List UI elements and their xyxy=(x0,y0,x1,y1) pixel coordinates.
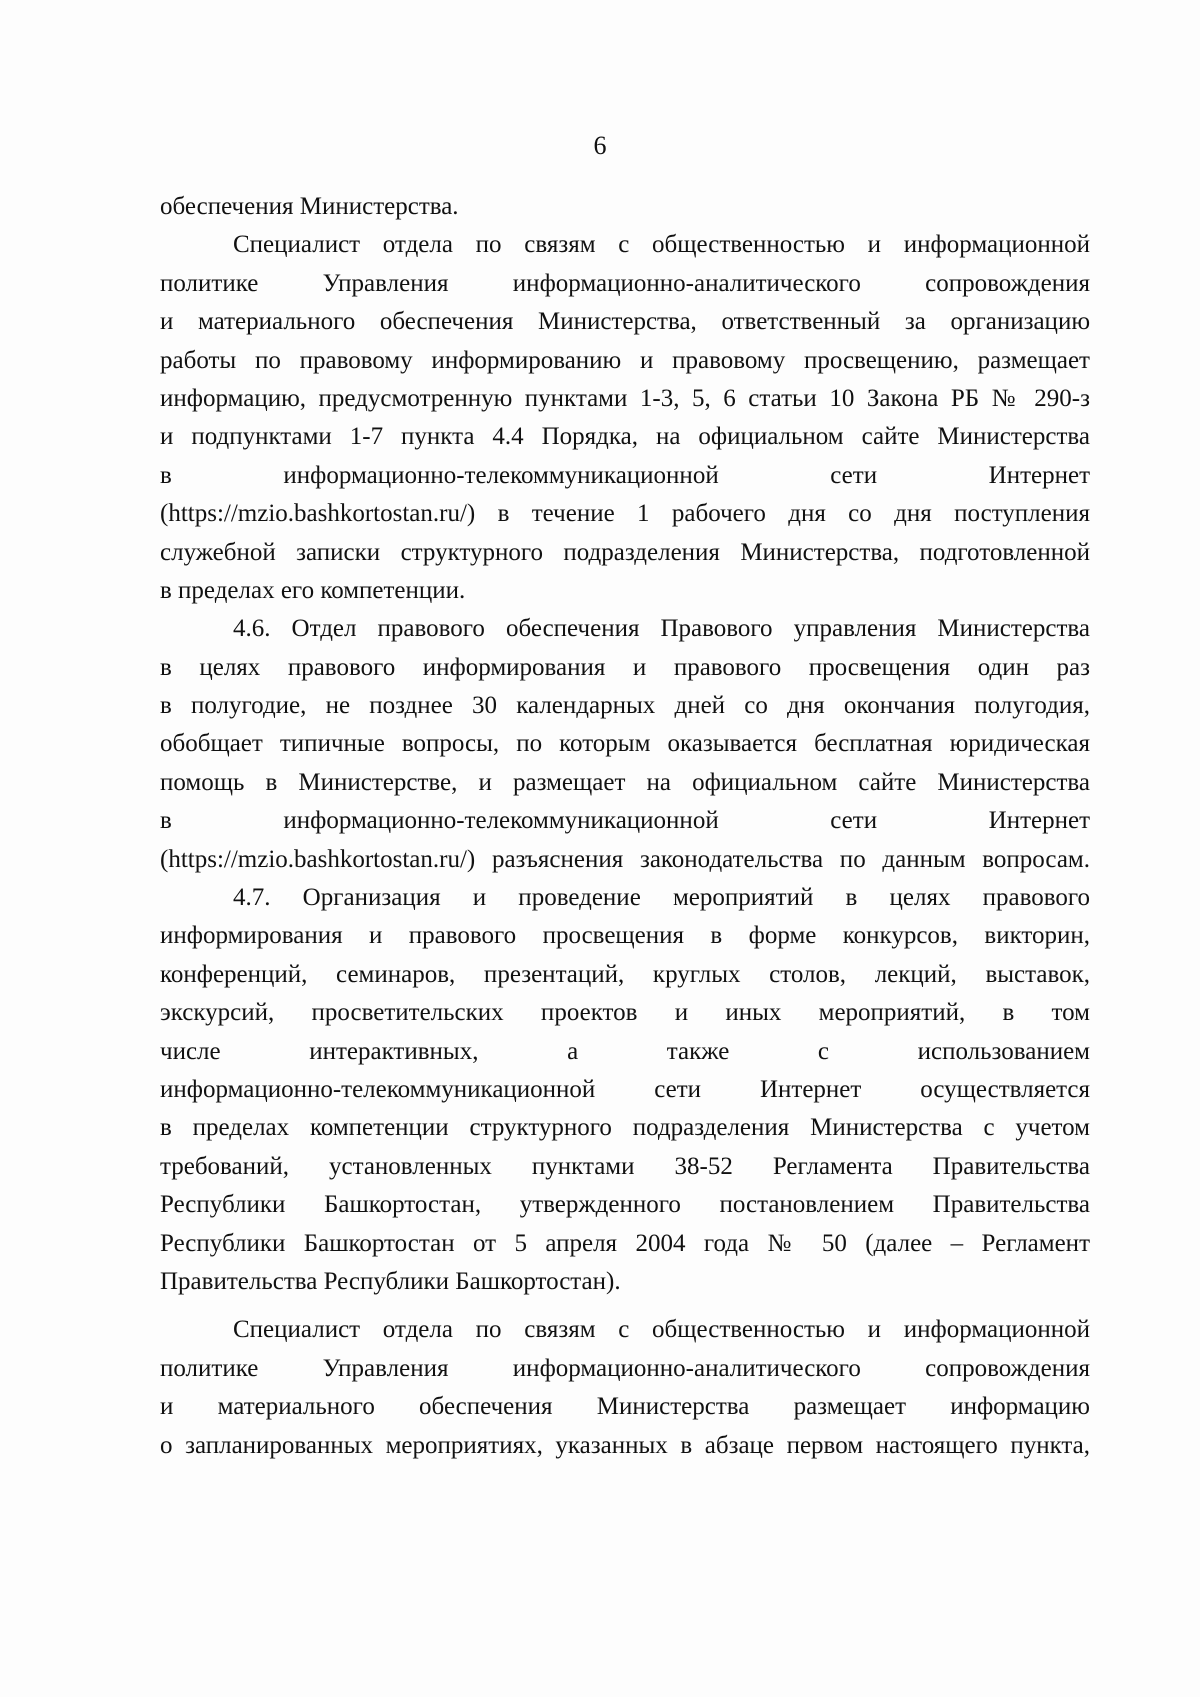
text-line: помощь в Министерстве, и размещает на официальном сайте Министерства xyxy=(160,768,1090,796)
text-line: о запланированных мероприятиях, указанных в абзаце первом настоящего пункта, xyxy=(160,1431,1090,1459)
text-line: экскурсий, просветительских проектов и иных мероприятий, в том xyxy=(160,999,1090,1027)
text-line: информационно-телекоммуникационной сети Интернет осуществляется xyxy=(160,1075,1090,1103)
text-line: работы по правовому информированию и правовому просвещению, размещает xyxy=(160,346,1090,374)
text-line: (https://mzio.bashkortostan.ru/) разъяснения законодательства по данным вопросам. xyxy=(160,845,1090,873)
text-line: обеспечения Министерства. xyxy=(160,193,459,220)
text-line: Специалист отдела по связям с общественностью и информационной xyxy=(233,231,1090,259)
text-line: и подпунктами 1-7 пункта 4.4 Порядка, на официальном сайте Министерства xyxy=(160,423,1090,451)
text-line: в целях правового информирования и правового просвещения один раз xyxy=(160,653,1090,681)
text-line: служебной записки структурного подразделения Министерства, подготовленной xyxy=(160,538,1090,566)
text-line: в пределах его компетенции. xyxy=(160,576,466,604)
text-line: в пределах компетенции структурного подразделения Министерства с учетом xyxy=(160,1114,1090,1142)
text-line: Республики Башкортостан, утвержденного постановлением Правительства xyxy=(160,1191,1090,1219)
text-line: конференций, семинаров, презентаций, круглых столов, лекций, выставок, xyxy=(160,960,1090,988)
text-line: информацию, предусмотренную пунктами 1-3, 5, 6 статьи 10 Закона РБ № 290-з xyxy=(160,384,1090,412)
text-line: политике Управления информационно-аналитического сопровождения xyxy=(160,1354,1090,1382)
text-line: и материального обеспечения Министерства размещает информацию xyxy=(160,1393,1090,1421)
text-line: требований, установленных пунктами 38-52 Регламента Правительства xyxy=(160,1152,1090,1180)
text-line: обобщает типичные вопросы, по которым оказывается бесплатная юридическая xyxy=(160,730,1090,758)
text-line: Республики Башкортостан от 5 апреля 2004 года № 50 (далее – Регламент xyxy=(160,1229,1090,1257)
text-line: Правительства Республики Башкортостан). xyxy=(160,1267,621,1295)
text-line: в информационно-телекоммуникационной сети Интернет xyxy=(160,807,1090,835)
text-line: информирования и правового просвещения в форме конкурсов, викторин, xyxy=(160,922,1090,950)
document-body xyxy=(160,188,1090,1465)
text-line: 4.6. Отдел правового обеспечения Правового управления Министерства xyxy=(233,615,1090,643)
paragraph-gap xyxy=(160,1301,1090,1311)
text-line: числе интерактивных, а также с использованием xyxy=(160,1037,1090,1065)
text-line: и материального обеспечения Министерства, ответственный за организацию xyxy=(160,308,1090,336)
text-line: в полугодие, не позднее 30 календарных дней со дня окончания полугодия, xyxy=(160,692,1090,720)
text-line: в информационно-телекоммуникационной сети Интернет xyxy=(160,461,1090,489)
text-line: 4.7. Организация и проведение мероприятий в целях правового xyxy=(233,884,1090,912)
text-line: политике Управления информационно-аналитического сопровождения xyxy=(160,269,1090,297)
text-line: (https://mzio.bashkortostan.ru/) в течение 1 рабочего дня со дня поступления xyxy=(160,500,1090,528)
text-line: Специалист отдела по связям с общественностью и информационной xyxy=(233,1316,1090,1344)
page-number: 6 xyxy=(593,131,607,160)
